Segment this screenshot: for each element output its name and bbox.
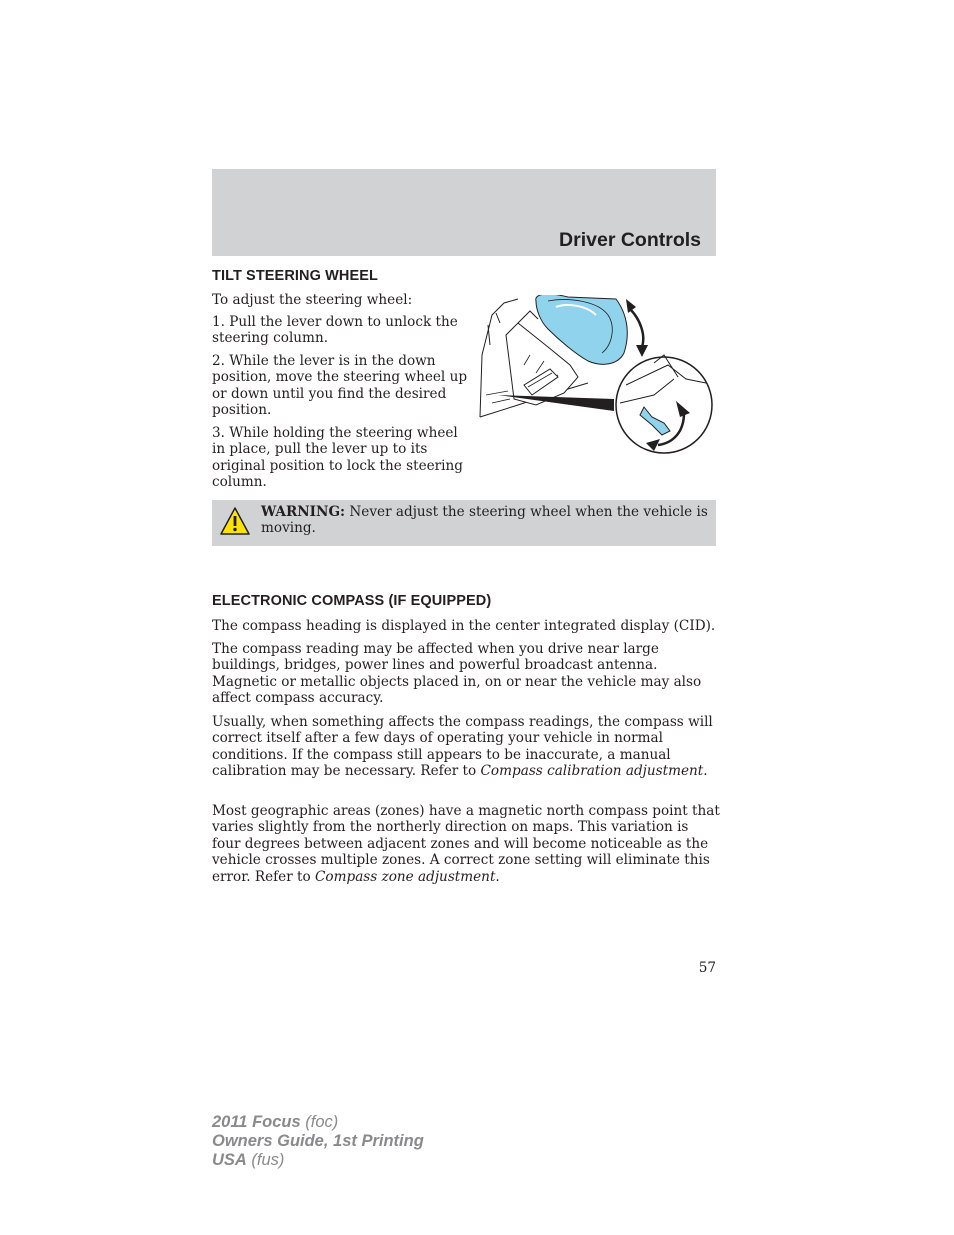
- compass-p4-end: .: [495, 868, 500, 885]
- footer-model-code: (foc): [300, 1113, 339, 1131]
- section-header-band: [212, 169, 716, 256]
- steering-column-illustration: [478, 295, 718, 455]
- electronic-compass-heading: ELECTRONIC COMPASS (IF EQUIPPED): [212, 593, 492, 609]
- compass-p3-text: Usually, when something affects the compass readings, the compass will correct itself after a few days of operating your vehicle in normal conditions. If the compass still appears to be inaccurate, a manual calibration may be necessary. Refer to: [212, 714, 713, 780]
- compass-calibration-reference: Compass calibration adjustment: [480, 763, 704, 780]
- tilt-step-2: 2. While the lever is in the down position, move the steering wheel up or down until you find the desired position.: [212, 353, 468, 419]
- footer-line-3: [212, 1151, 424, 1170]
- footer-guide-title: Owners Guide, 1st Printing: [212, 1132, 424, 1150]
- footer-print-info: [212, 1113, 424, 1170]
- compass-paragraph-1: The compass heading is displayed in the center integrated display (CID).: [212, 618, 716, 634]
- footer-market: USA: [212, 1151, 247, 1169]
- tilt-step-1: 1. Pull the lever down to unlock the steering column.: [212, 314, 458, 347]
- footer-model: 2011 Focus: [212, 1113, 301, 1131]
- compass-paragraph-2: The compass reading may be affected when you drive near large buildings, bridges, power lines and powerful broadcast antenna. Magnetic or metallic objects placed in, on or near the vehicle may also affect compass accuracy.: [212, 641, 702, 707]
- footer-line-1: [212, 1113, 424, 1132]
- tilt-steering-heading: TILT STEERING WHEEL: [212, 268, 378, 284]
- footer-market-code: (fus): [246, 1151, 285, 1169]
- warning-text: [261, 504, 709, 537]
- warning-box: [212, 500, 716, 546]
- warning-message: Never adjust the steering wheel when the vehicle is moving.: [261, 504, 708, 537]
- warning-label: WARNING:: [261, 504, 346, 520]
- page-number: 57: [698, 960, 716, 976]
- tilt-intro: To adjust the steering wheel:: [212, 292, 413, 308]
- compass-p3-end: .: [703, 763, 708, 780]
- compass-paragraph-3: [212, 714, 720, 780]
- warning-triangle-icon: [219, 506, 251, 536]
- section-title: Driver Controls: [559, 229, 701, 251]
- tilt-step-3: 3. While holding the steering wheel in place, pull the lever up to its original position to lock the steering column.: [212, 425, 463, 491]
- compass-zone-reference: Compass zone adjustment: [315, 868, 496, 885]
- compass-paragraph-4: [212, 803, 720, 885]
- footer-line-2: [212, 1132, 424, 1151]
- compass-p4-text: Most geographic areas (zones) have a magnetic north compass point that varies slightly from the northerly direction on maps. This variation is four degrees between adjacent zones and will become noticeable as the vehicle crosses multiple zones. A correct zone setting will eliminate this error. Refer to: [212, 803, 720, 885]
